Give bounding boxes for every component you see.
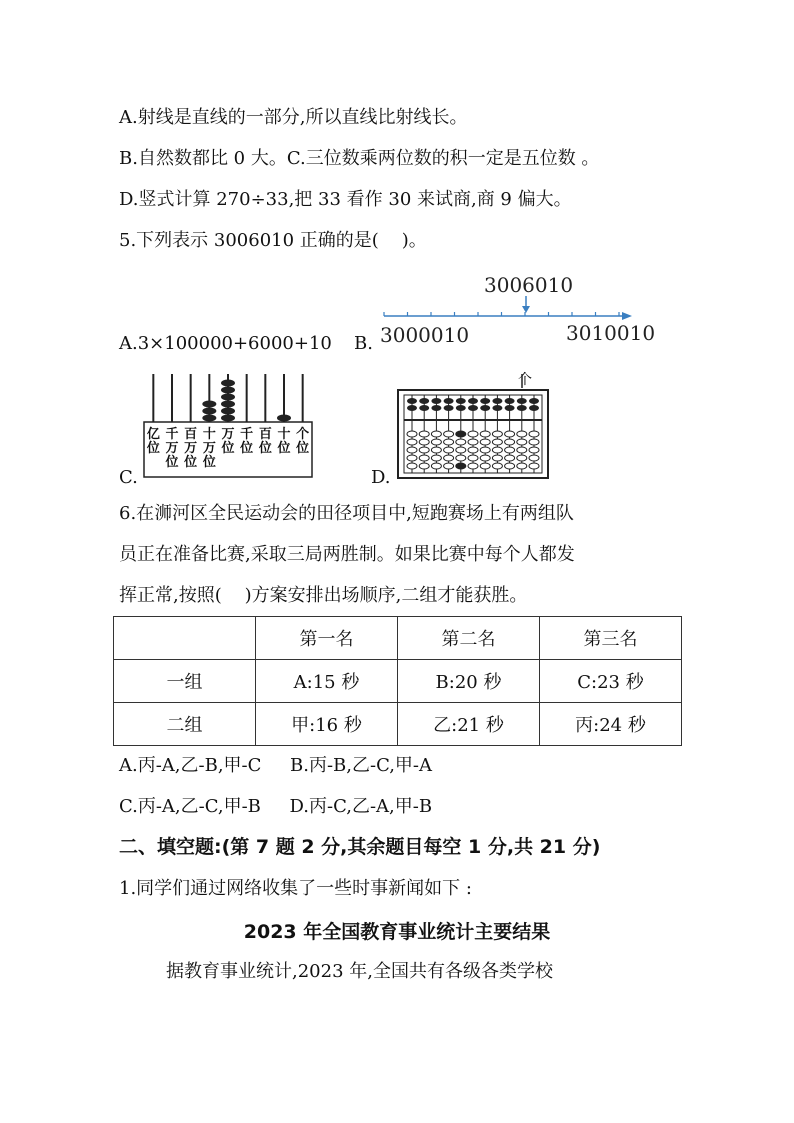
number-line-figure xyxy=(376,268,656,350)
abacus-c-place-label: 十万位 xyxy=(202,427,216,470)
abacus-c-place-label: 百万位 xyxy=(184,427,198,470)
abacus-d-bead xyxy=(456,463,466,469)
abacus-d-bead xyxy=(444,447,454,453)
abacus-d-bead xyxy=(407,405,417,411)
abacus-d-bead xyxy=(456,398,466,404)
abacus-c-place-label: 亿位 xyxy=(146,427,160,456)
abacus-d-bead xyxy=(529,455,539,461)
abacus-d-bead xyxy=(468,439,478,445)
abacus-d-bead xyxy=(407,439,417,445)
abacus-d-bead xyxy=(456,431,466,437)
number-line-arrow-marker-head xyxy=(522,306,530,313)
abacus-d-bead xyxy=(480,431,490,437)
abacus-d-bead xyxy=(492,398,502,404)
abacus-d-bead xyxy=(480,439,490,445)
q6-options-cd: C.丙-A,乙-C,甲-B D.丙-C,乙-A,甲-B xyxy=(119,796,433,817)
abacus-d-bead xyxy=(529,439,539,445)
table-row xyxy=(114,660,682,703)
abacus-d-bead xyxy=(492,455,502,461)
abacus-d-figure xyxy=(394,368,554,482)
abacus-d-bead xyxy=(419,398,429,404)
abacus-d-bead xyxy=(456,455,466,461)
abacus-d-bead xyxy=(529,398,539,404)
abacus-d-bead xyxy=(529,463,539,469)
abacus-d-bead xyxy=(444,463,454,469)
abacus-d-bead xyxy=(505,447,515,453)
number-line-right-label: 3010010 xyxy=(566,321,656,345)
abacus-d-bead xyxy=(431,398,441,404)
abacus-d-bead xyxy=(468,398,478,404)
abacus-d-bead xyxy=(505,439,515,445)
abacus-d-bead xyxy=(444,405,454,411)
q5-option-a: A.3×100000+6000+10 xyxy=(119,333,332,354)
abacus-d-bead xyxy=(431,405,441,411)
abacus-d-bead xyxy=(505,431,515,437)
abacus-d-bead xyxy=(492,405,502,411)
q6-line-3: 挥正常,按照( )方案安排出场顺序,二组才能获胜。 xyxy=(119,585,528,606)
abacus-d-bead xyxy=(517,398,527,404)
abacus-d-bead xyxy=(419,431,429,437)
news-body: 据教育事业统计,2023 年,全国共有各级各类学校 xyxy=(166,961,553,982)
results-table xyxy=(113,616,682,746)
q6-line-1: 6.在浉河区全民运动会的田径项目中,短跑赛场上有两组队 xyxy=(119,503,574,524)
abacus-c-bead xyxy=(221,394,235,401)
abacus-d-bead xyxy=(529,431,539,437)
table-header-cell: 第三名 xyxy=(540,617,682,660)
abacus-d-bead xyxy=(456,447,466,453)
number-line-left-label: 3000010 xyxy=(380,323,470,347)
table-header-cell: 第一名 xyxy=(256,617,398,660)
table-cell: 二组 xyxy=(114,703,256,746)
table-header-cell xyxy=(114,617,256,660)
abacus-d-bead xyxy=(480,405,490,411)
abacus-d-bead xyxy=(517,431,527,437)
table-header-row xyxy=(114,617,682,660)
abacus-d-bead xyxy=(468,455,478,461)
abacus-d-bead xyxy=(505,405,515,411)
abacus-d-bead xyxy=(505,455,515,461)
q5-option-c-label: C. xyxy=(119,467,138,488)
abacus-c-rods xyxy=(153,374,302,422)
table-cell: B:20 秒 xyxy=(398,660,540,703)
q4-option-bc: B.自然数都比 0 大。C.三位数乘两位数的积一定是五位数 。 xyxy=(119,148,600,169)
abacus-c-bead xyxy=(277,415,291,422)
abacus-d-bead xyxy=(468,431,478,437)
table-cell: 一组 xyxy=(114,660,256,703)
abacus-d-bead xyxy=(492,431,502,437)
abacus-d-bead xyxy=(492,447,502,453)
number-line-axis-arrowhead xyxy=(622,312,632,320)
abacus-d-bead xyxy=(468,447,478,453)
abacus-d-bead xyxy=(419,447,429,453)
abacus-d-bead xyxy=(407,447,417,453)
abacus-c-place-label: 千万位 xyxy=(165,427,179,470)
abacus-d-bead xyxy=(480,463,490,469)
fill-q1: 1.同学们通过网络收集了一些时事新闻如下 : xyxy=(119,878,472,899)
abacus-d-bead xyxy=(419,455,429,461)
abacus-c-place-label: 千位 xyxy=(240,427,254,456)
abacus-c-bead xyxy=(221,380,235,387)
abacus-d-bead xyxy=(431,447,441,453)
abacus-d-bead xyxy=(492,439,502,445)
table-row xyxy=(114,703,682,746)
abacus-d-bead xyxy=(407,463,417,469)
abacus-c-place-label: 万位 xyxy=(221,427,235,456)
abacus-d-bead xyxy=(529,447,539,453)
abacus-d-bead xyxy=(517,439,527,445)
abacus-c-place-label: 十位 xyxy=(277,427,291,456)
q4-option-a: A.射线是直线的一部分,所以直线比射线长。 xyxy=(119,107,468,128)
abacus-d-bead xyxy=(444,455,454,461)
abacus-d-bead xyxy=(407,398,417,404)
table-cell: C:23 秒 xyxy=(540,660,682,703)
q6-options-ab: A.丙-A,乙-B,甲-C B.丙-B,乙-C,甲-A xyxy=(119,755,433,776)
abacus-c-bead xyxy=(221,387,235,394)
abacus-d-bead xyxy=(419,463,429,469)
table-cell: A:15 秒 xyxy=(256,660,398,703)
q5-option-b-label: B. xyxy=(354,333,373,354)
abacus-d-bead xyxy=(468,405,478,411)
q5-option-d-label: D. xyxy=(371,467,391,488)
abacus-d-bead xyxy=(480,398,490,404)
abacus-c-bead xyxy=(202,408,216,415)
abacus-d-bead xyxy=(529,405,539,411)
abacus-d-bead xyxy=(444,439,454,445)
abacus-c-bead xyxy=(202,415,216,422)
table-cell: 甲:16 秒 xyxy=(256,703,398,746)
abacus-d-bead xyxy=(505,463,515,469)
abacus-d-bead xyxy=(480,447,490,453)
abacus-d-bead xyxy=(407,455,417,461)
abacus-c-place-label: 百位 xyxy=(258,427,272,456)
q4-option-d: D.竖式计算 270÷33,把 33 看作 30 来试商,商 9 偏大。 xyxy=(119,189,572,210)
abacus-d-bead xyxy=(517,463,527,469)
abacus-c-place-label: 个位 xyxy=(296,427,310,456)
abacus-d-bead xyxy=(468,463,478,469)
abacus-d-bead xyxy=(444,398,454,404)
abacus-d-bead xyxy=(517,447,527,453)
abacus-d-bead xyxy=(419,439,429,445)
abacus-d-bead xyxy=(431,455,441,461)
abacus-d-arrow-label: 个 xyxy=(518,372,532,388)
abacus-c-bead xyxy=(221,415,235,422)
abacus-c-figure xyxy=(140,370,316,480)
q5-question: 5.下列表示 3006010 正确的是( )。 xyxy=(119,230,427,251)
abacus-d-bead xyxy=(431,431,441,437)
abacus-d-bead xyxy=(456,405,466,411)
news-title: 2023 年全国教育事业统计主要结果 xyxy=(243,921,551,943)
abacus-d-bead xyxy=(456,439,466,445)
abacus-d-bead xyxy=(444,431,454,437)
abacus-d-bead xyxy=(517,455,527,461)
number-line-marked-label: 3006010 xyxy=(484,273,574,297)
abacus-c-bead xyxy=(221,401,235,408)
abacus-d-bead xyxy=(505,398,515,404)
abacus-d-bead xyxy=(517,405,527,411)
q6-line-2: 员正在准备比赛,采取三局两胜制。如果比赛中每个人都发 xyxy=(119,544,575,565)
abacus-c-bead xyxy=(202,401,216,408)
abacus-d-bead xyxy=(492,463,502,469)
table-header-cell: 第二名 xyxy=(398,617,540,660)
abacus-d-bead xyxy=(407,431,417,437)
abacus-d-bead xyxy=(480,455,490,461)
table-cell: 乙:21 秒 xyxy=(398,703,540,746)
abacus-d-bead xyxy=(431,439,441,445)
section-2-heading: 二、填空题:(第 7 题 2 分,其余题目每空 1 分,共 21 分) xyxy=(119,836,601,858)
abacus-d-bead xyxy=(431,463,441,469)
table-cell: 丙:24 秒 xyxy=(540,703,682,746)
abacus-c-bead xyxy=(221,408,235,415)
abacus-d-bead xyxy=(419,405,429,411)
